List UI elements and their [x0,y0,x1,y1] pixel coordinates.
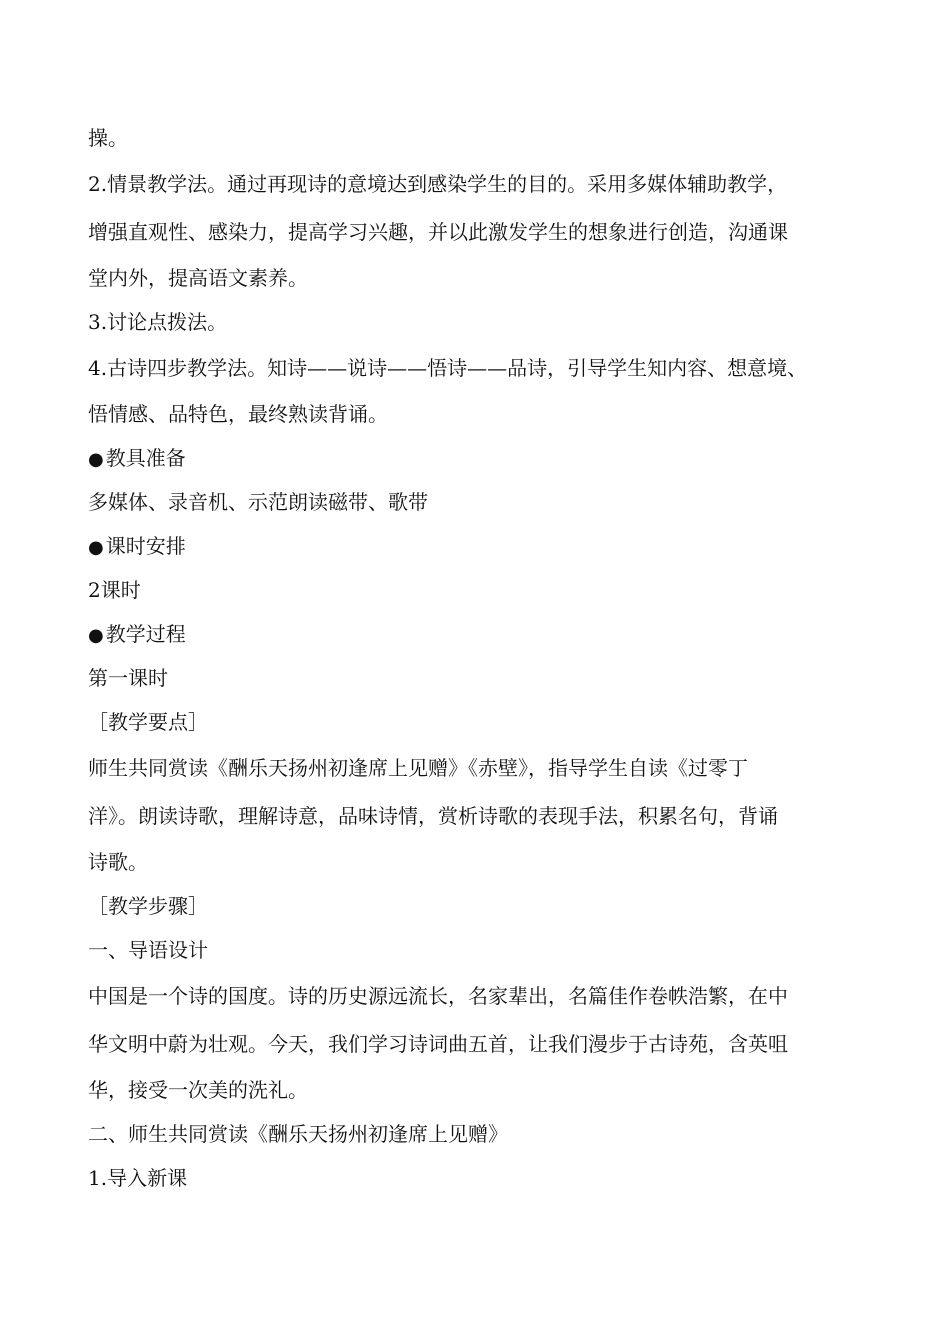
text-line: 2课时 [88,578,141,602]
section-heading-text: 教学过程 [105,622,186,646]
subheading: ［教学步骤］ [88,894,208,918]
text-line: 中国是一个诗的国度。诗的历史源远流长，名家辈出，名篇佳作卷帙浩繁，在中 [88,984,788,1008]
bullet-icon: ● [88,625,104,646]
section-heading [88,524,888,568]
text-line: 堂内外，提高语文素养。 [88,266,308,290]
section-heading-text: 教具准备 [105,446,186,470]
text-line: 增强直观性、感染力，提高学习兴趣，并以此激发学生的想象进行创造，沟通课 [88,220,788,244]
section-heading [88,612,888,656]
text-line: 悟情感、品特色，最终熟读背诵。 [88,402,388,426]
text-line: 操。 [88,126,128,150]
bullet-icon: ● [88,449,104,470]
section-heading [88,436,888,480]
text-line: 华文明中蔚为壮观。今天，我们学习诗词曲五首，让我们漫步于古诗苑，含英咀 [88,1032,788,1056]
text-line: 4.古诗四步教学法。知诗——说诗——悟诗——品诗，引导学生知内容、想意境、 [88,356,808,380]
text-line: 华，接受一次美的洗礼。 [88,1078,308,1102]
subheading: ［教学要点］ [88,710,208,734]
text-line: 诗歌。 [88,850,148,874]
text-line: 洋》。朗读诗歌，理解诗意，品味诗情，赏析诗歌的表现手法，积累名句，背诵 [88,804,778,828]
bullet-icon: ● [88,537,104,558]
text-line: 3.讨论点拨法。 [88,310,228,334]
text-line: 一、导语设计 [88,938,208,962]
text-line: 师生共同赏读《酬乐天扬州初逢席上见赠》《赤壁》，指导学生自读《过零丁 [88,756,748,780]
text-line: 1.导入新课 [88,1166,188,1190]
document-page [88,116,888,1200]
text-line: 多媒体、录音机、示范朗读磁带、歌带 [88,490,428,514]
section-heading-text: 课时安排 [105,534,186,558]
text-line: 第一课时 [88,666,168,690]
text-line: 2.情景教学法。通过再现诗的意境达到感染学生的目的。采用多媒体辅助教学， [88,172,788,196]
text-line: 二、师生共同赏读《酬乐天扬州初逢席上见赠》 [88,1122,508,1146]
